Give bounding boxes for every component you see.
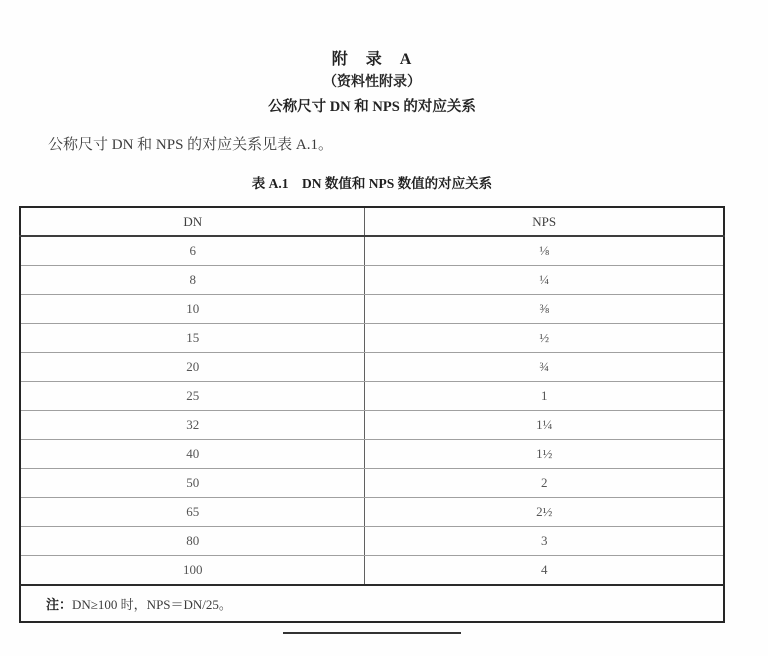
cell-dn: 50	[20, 469, 365, 498]
table-row	[20, 236, 724, 266]
cell-nps: ¼	[365, 266, 724, 295]
table-row	[20, 498, 724, 527]
appendix-label: 附 录 A	[331, 51, 413, 68]
cell-nps: 1¼	[365, 411, 724, 440]
table-row	[20, 440, 724, 469]
cell-dn: 15	[20, 324, 365, 353]
cell-nps: 2½	[365, 498, 724, 527]
table-note-row	[20, 585, 724, 622]
cell-nps: 2	[365, 469, 724, 498]
cell-dn: 100	[20, 556, 365, 586]
table-row	[20, 295, 724, 324]
table-row	[20, 324, 724, 353]
cell-dn: 20	[20, 353, 365, 382]
table-row	[20, 469, 724, 498]
cell-dn: 10	[20, 295, 365, 324]
cell-nps: 3	[365, 527, 724, 556]
note-label: 注：	[46, 597, 73, 612]
table-header-row	[20, 207, 724, 236]
cell-nps: 1	[365, 382, 724, 411]
note-text: DN≥100 时，NPS＝DN/25。	[72, 597, 232, 612]
table-row	[20, 556, 724, 586]
table-row	[20, 353, 724, 382]
cell-dn: 6	[20, 236, 365, 266]
cell-dn: 80	[20, 527, 365, 556]
cell-nps: ⅜	[365, 295, 724, 324]
intro-paragraph: 公称尺寸 DN 和 NPS 的对应关系见表 A.1。	[48, 137, 334, 153]
end-of-document-rule	[283, 632, 461, 634]
table-note-cell	[20, 585, 724, 622]
cell-nps: ½	[365, 324, 724, 353]
cell-dn: 25	[20, 382, 365, 411]
cell-dn: 40	[20, 440, 365, 469]
cell-nps: ⅛	[365, 236, 724, 266]
cell-nps: 4	[365, 556, 724, 586]
table-row	[20, 266, 724, 295]
dn-nps-table	[19, 206, 725, 623]
cell-dn: 65	[20, 498, 365, 527]
appendix-title: 公称尺寸 DN 和 NPS 的对应关系	[268, 99, 476, 115]
table-row	[20, 411, 724, 440]
cell-dn: 32	[20, 411, 365, 440]
cell-nps: 1½	[365, 440, 724, 469]
col-header-dn: DN	[20, 207, 365, 236]
appendix-type: （资料性附录）	[323, 75, 421, 90]
cell-nps: ¾	[365, 353, 724, 382]
table-row	[20, 527, 724, 556]
table-caption: 表 A.1 DN 数值和 NPS 数值的对应关系	[251, 176, 493, 191]
table-row	[20, 382, 724, 411]
col-header-nps: NPS	[365, 207, 724, 236]
cell-dn: 8	[20, 266, 365, 295]
